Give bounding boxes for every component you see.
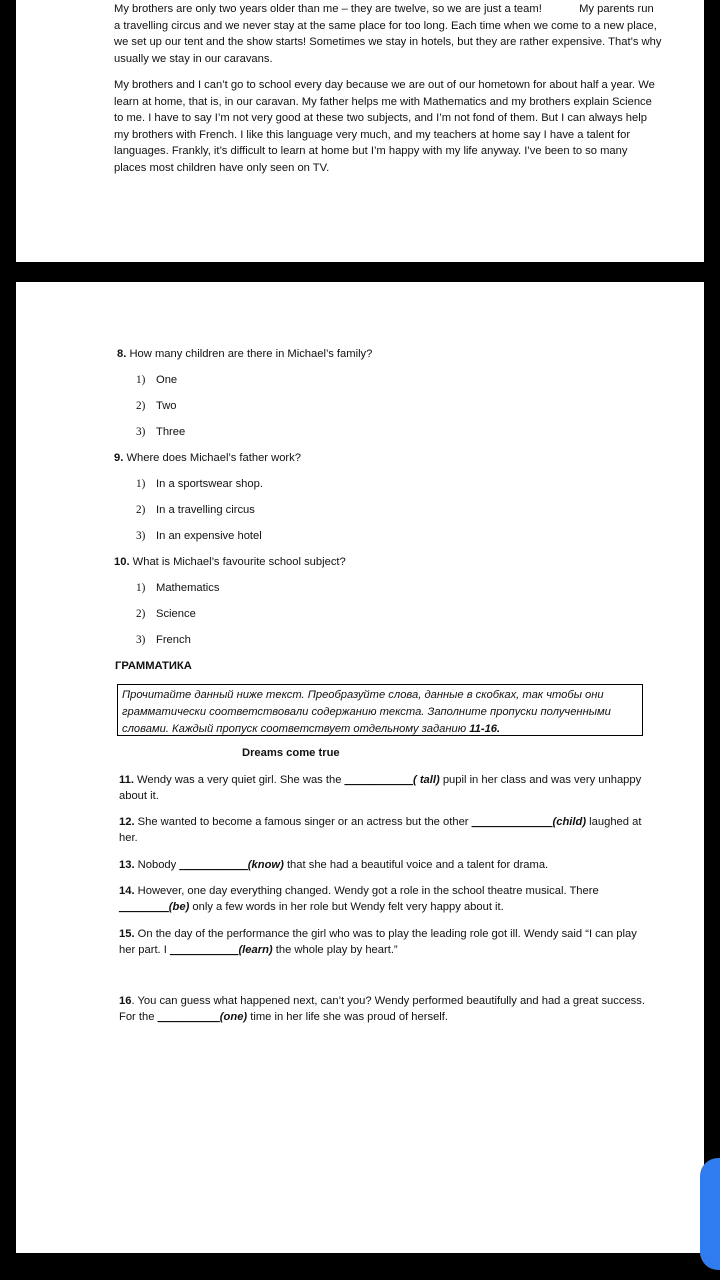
task-number: 12. — [119, 816, 135, 828]
task-number: 14. — [119, 885, 135, 897]
task-text-before: . You can guess what happened next, can’t you? Wendy performed beautifully and had a great success. For the — [119, 995, 645, 1024]
option-number: 2) — [136, 400, 146, 412]
word-hint: (be) — [168, 901, 190, 914]
option-number: 1) — [136, 374, 146, 386]
task-text-after: only a few words in her role but Wendy felt very happy about it. — [189, 901, 504, 914]
instruction-text: Прочитайте данный ниже текст. Преобразуйте слова, данные в скобках, так чтобы они грамматически соответствовали содержанию текста. Заполните пропуски полученными словами. Каждый пропуск соответствует отдельному заданию — [122, 689, 611, 735]
task-text-before: She wanted to become a famous singer or an actress but the other — [134, 816, 472, 828]
task-number: 16 — [119, 995, 132, 1007]
question-number: 10. — [114, 556, 130, 568]
question-number: 8. — [117, 348, 127, 360]
option-text: Two — [156, 400, 177, 412]
task-text-after: laughed at her. — [119, 816, 642, 845]
option-10-2 — [136, 608, 196, 620]
task-text-after: that she had a beautiful voice and a talent for drama. — [283, 859, 549, 871]
option-number: 3) — [136, 634, 146, 646]
option-10-1 — [136, 582, 219, 594]
question-text: How many children are there in Michael’s family? — [126, 348, 373, 360]
passage-paragraph-1: My brothers are only two years older than me – they are twelve, so we are just a team! My parents run a travelling circus and we never stay at the same place for too long. Each time when we come to a new place, we set up our tent and the show starts! Sometimes we stay in hotels, but they are rather expensive. That’s why usually we stay in our caravans. — [114, 3, 662, 65]
question-10 — [114, 556, 346, 568]
question-text: What is Michael’s favourite school subject? — [129, 556, 346, 568]
text-title: Dreams come true — [242, 747, 340, 759]
option-number: 3) — [136, 530, 146, 542]
task-15 — [119, 926, 653, 959]
task-text-before: However, one day everything changed. Wendy got a role in the school theatre musical. There — [134, 885, 599, 897]
word-hint: (one) — [219, 1011, 248, 1024]
task-16 — [119, 993, 653, 1026]
word-hint: (child) — [552, 816, 587, 828]
answer-blank: ________ — [119, 901, 169, 914]
option-number: 3) — [136, 426, 146, 438]
question-text: Where does Michael’s father work? — [123, 452, 301, 464]
word-hint: (learn) — [238, 944, 273, 957]
option-number: 2) — [136, 504, 146, 516]
task-14 — [119, 883, 653, 916]
option-8-2 — [136, 400, 177, 412]
option-text: One — [156, 374, 178, 386]
grammar-section-title: ГРАММАТИКА — [115, 660, 192, 672]
task-text-before: On the day of the performance the girl who was to play the leading role got ill. Wendy said “I can play her part. I — [119, 928, 637, 957]
answer-blank: _____________ — [471, 816, 553, 828]
task-12 — [119, 814, 653, 847]
task-text-before: Nobody — [134, 859, 180, 871]
option-8-3 — [136, 426, 185, 438]
option-text: In a travelling circus — [156, 504, 255, 516]
option-text: Mathematics — [156, 582, 220, 594]
option-text: In an expensive hotel — [156, 530, 262, 542]
answer-blank: ___________ — [170, 944, 239, 957]
option-text: Science — [156, 608, 196, 620]
option-9-2 — [136, 504, 255, 516]
task-text-after: time in her life she was proud of herself. — [247, 1011, 448, 1024]
option-9-1 — [136, 478, 263, 490]
task-text-after: pupil in her class and was very unhappy about it. — [119, 774, 642, 803]
option-10-3 — [136, 634, 191, 646]
question-9 — [114, 452, 301, 464]
option-number: 1) — [136, 582, 146, 594]
answer-blank: ___________ — [344, 774, 413, 786]
word-hint: (know) — [247, 859, 284, 871]
option-9-3 — [136, 530, 262, 542]
task-text-after: the whole play by heart.” — [272, 944, 398, 957]
option-text: French — [156, 634, 191, 646]
task-text-before: Wendy was a very quiet girl. She was the — [133, 774, 345, 786]
document-page-bottom — [16, 282, 704, 1253]
option-8-1 — [136, 374, 177, 386]
task-number: 15. — [119, 928, 135, 940]
instruction-task-range: 11-16. — [469, 723, 501, 735]
option-text: Three — [156, 426, 186, 438]
word-hint: ( tall) — [412, 774, 440, 786]
option-text: In a sportswear shop. — [156, 478, 263, 490]
option-number: 2) — [136, 608, 146, 620]
document-page-top — [16, 0, 704, 262]
floating-scroll-handle[interactable] — [700, 1158, 720, 1270]
answer-blank: __________ — [157, 1011, 220, 1024]
question-8 — [117, 348, 372, 360]
task-13 — [119, 857, 653, 873]
task-number: 11. — [119, 774, 134, 786]
task-11 — [119, 772, 653, 805]
task-number: 13. — [119, 859, 135, 871]
question-number: 9. — [114, 452, 124, 464]
answer-blank: ___________ — [179, 859, 248, 871]
option-number: 1) — [136, 478, 146, 490]
passage-paragraph-2: My brothers and I can’t go to school every day because we are out of our hometown for about half a year. We learn at home, that is, in our caravan. My father helps me with Mathematics and my brothers explain Science to me. I have to say I’m not very good at these two subjects, and I’m not fond of them. But I can always help my brothers with French. I like this language very much, and my teachers at home say I have a talent for languages. Frankly, it’s difficult to learn at home but I’m happy with my life anyway. I’ve been to so many places most children have only seen on TV. — [114, 79, 655, 174]
instruction-box — [117, 684, 643, 736]
